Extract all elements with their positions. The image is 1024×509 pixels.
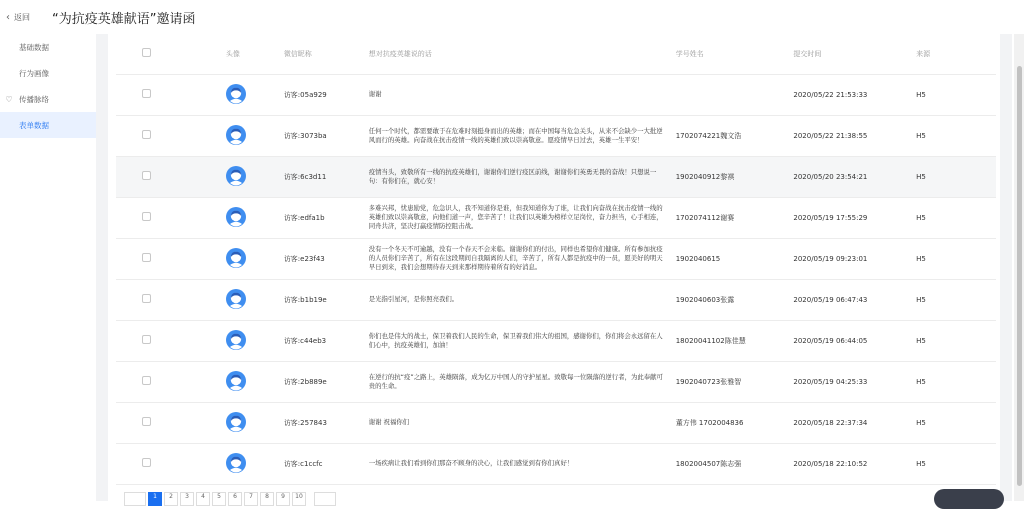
nickname-cell: 访客:2b889e bbox=[284, 361, 369, 402]
floating-help-button[interactable] bbox=[934, 489, 1004, 509]
table-row[interactable] bbox=[116, 156, 996, 197]
student-cell bbox=[676, 74, 794, 115]
column-header-student: 学号姓名 bbox=[676, 34, 794, 74]
avatar-icon bbox=[226, 166, 246, 186]
nickname-cell: 访客:e23f43 bbox=[284, 238, 369, 279]
page-button[interactable]: 4 bbox=[196, 492, 210, 506]
select-all-checkbox[interactable] bbox=[142, 48, 151, 57]
table-row[interactable] bbox=[116, 320, 996, 361]
source-cell: H5 bbox=[916, 279, 996, 320]
time-cell: 2020/05/19 04:25:33 bbox=[793, 361, 916, 402]
student-cell: 1902040603张露 bbox=[676, 279, 794, 320]
student-cell: 1702074112谢赛 bbox=[676, 197, 794, 238]
row-checkbox[interactable] bbox=[142, 458, 151, 467]
page-button[interactable]: 5 bbox=[212, 492, 226, 506]
source-cell: H5 bbox=[916, 443, 996, 484]
top-bar bbox=[0, 0, 1024, 34]
time-cell: 2020/05/18 22:37:34 bbox=[793, 402, 916, 443]
time-cell: 2020/05/19 09:23:01 bbox=[793, 238, 916, 279]
message-cell: 谢谢 祝福你们 bbox=[368, 418, 410, 426]
avatar-icon bbox=[226, 125, 246, 145]
avatar-icon bbox=[226, 84, 246, 104]
nickname-cell: 访客:3073ba bbox=[284, 115, 369, 156]
column-header-nickname: 微信昵称 bbox=[284, 34, 369, 74]
time-cell: 2020/05/18 22:10:52 bbox=[793, 443, 916, 484]
row-checkbox[interactable] bbox=[142, 130, 151, 139]
avatar-icon bbox=[226, 207, 246, 227]
page-button[interactable]: 7 bbox=[244, 492, 258, 506]
avatar-icon bbox=[226, 371, 246, 391]
source-cell: H5 bbox=[916, 115, 996, 156]
table-row[interactable] bbox=[116, 402, 996, 443]
page-button[interactable]: 10 bbox=[292, 492, 306, 506]
sidebar-item-label: 基础数据 bbox=[19, 42, 49, 52]
student-cell: 1802004507陈志强 bbox=[676, 443, 794, 484]
prev-page-button[interactable] bbox=[124, 492, 146, 506]
student-cell: 1902040615 bbox=[676, 238, 794, 279]
data-table bbox=[116, 34, 996, 485]
message-cell: 谢谢 bbox=[368, 90, 382, 98]
table-row[interactable] bbox=[116, 238, 996, 279]
table-row[interactable] bbox=[116, 115, 996, 156]
time-cell: 2020/05/19 06:44:05 bbox=[793, 320, 916, 361]
page-button[interactable]: 9 bbox=[276, 492, 290, 506]
row-checkbox[interactable] bbox=[142, 417, 151, 426]
nickname-cell: 访客:edfa1b bbox=[284, 197, 369, 238]
table-row[interactable] bbox=[116, 361, 996, 402]
source-cell: H5 bbox=[916, 197, 996, 238]
student-cell: 1902040723张雅智 bbox=[676, 361, 794, 402]
back-label: 返回 bbox=[14, 12, 30, 22]
message-cell: 多难兴邦，忧患励党，危急识人，我不知道你是谁，但我知道你为了谁，让我们向奋战在抗击疫情一线的英雄们致以崇高敬意，向他们道一声，您辛苦了！让我们以英雄为榜样立足岗位，奋力担当，心手相连，同舟共济，坚决打赢疫情防控阻击战。 bbox=[368, 204, 663, 230]
heart-icon: ♡ bbox=[5, 94, 13, 104]
table-row[interactable] bbox=[116, 74, 996, 115]
time-cell: 2020/05/19 17:55:29 bbox=[793, 197, 916, 238]
column-header-avatar: 头像 bbox=[200, 34, 284, 74]
sidebar-item-form-data[interactable] bbox=[0, 112, 96, 138]
table-row[interactable] bbox=[116, 443, 996, 484]
chevron-left-icon: ‹ bbox=[6, 11, 10, 23]
page-title: “为抗疫英雄献语”邀请函 bbox=[52, 11, 196, 27]
message-cell: 是光指引星河，是你照亮我们。 bbox=[368, 295, 459, 303]
page-button[interactable]: 2 bbox=[164, 492, 178, 506]
avatar-icon bbox=[226, 330, 246, 350]
nickname-cell: 访客:c44eb3 bbox=[284, 320, 369, 361]
avatar-icon bbox=[226, 289, 246, 309]
student-cell: 1902040912黎祺 bbox=[676, 156, 794, 197]
time-cell: 2020/05/22 21:38:55 bbox=[793, 115, 916, 156]
table-panel bbox=[108, 34, 1000, 501]
message-cell: 没有一个冬天不可逾越，没有一个春天不会来临。谢谢你们的付出，同样也希望你们健康。所有参加抗疫的人员你们辛苦了，所有在这段期间自我隔离的人们，辛苦了，所有人都是抗疫中的一员，愿美好的明天早日到来，我们会想期待春天到来那样期待着所有的好消息。 bbox=[368, 245, 663, 271]
nickname-cell: 访客:6c3d11 bbox=[284, 156, 369, 197]
row-checkbox[interactable] bbox=[142, 294, 151, 303]
sidebar-item-label: 表单数据 bbox=[19, 120, 49, 130]
pagination bbox=[124, 492, 338, 501]
vertical-scrollbar[interactable] bbox=[1014, 34, 1024, 501]
row-checkbox[interactable] bbox=[142, 212, 151, 221]
page-button[interactable]: 6 bbox=[228, 492, 242, 506]
source-cell: H5 bbox=[916, 74, 996, 115]
sidebar-item-label: 传播脉络 bbox=[19, 94, 49, 104]
sidebar-item-label: 行为画像 bbox=[19, 68, 49, 78]
message-cell: 一场疾病让我们看到你们那奋不顾身的决心，让我们感觉到有你们真好！ bbox=[368, 459, 574, 467]
avatar-icon bbox=[226, 412, 246, 432]
avatar-icon bbox=[226, 248, 246, 268]
time-cell: 2020/05/22 21:53:33 bbox=[793, 74, 916, 115]
avatar-icon bbox=[226, 453, 246, 473]
back-button[interactable] bbox=[6, 12, 30, 23]
sidebar-item-behavior-profile[interactable] bbox=[0, 60, 96, 86]
message-cell: 疫情当头，致敬所有一线的抗疫英雄们，谢谢你们逆行疫区前线，谢谢你们英勇无畏的奋战！只想说一句：有你们在，就心安！ bbox=[368, 167, 657, 185]
nickname-cell: 访客:c1ccfc bbox=[284, 443, 369, 484]
sidebar-item-spread[interactable] bbox=[0, 86, 96, 112]
page-button[interactable]: 8 bbox=[260, 492, 274, 506]
content-area bbox=[96, 34, 1012, 501]
table-header-row bbox=[116, 34, 996, 74]
page-button[interactable]: 3 bbox=[180, 492, 194, 506]
page-button[interactable]: 1 bbox=[148, 492, 162, 506]
table-row[interactable] bbox=[116, 279, 996, 320]
row-checkbox[interactable] bbox=[142, 253, 151, 262]
source-cell: H5 bbox=[916, 402, 996, 443]
nickname-cell: 访客:257843 bbox=[284, 402, 369, 443]
source-cell: H5 bbox=[916, 361, 996, 402]
column-header-message: 想对抗疫英雄说的话 bbox=[369, 34, 676, 74]
row-checkbox[interactable] bbox=[142, 376, 151, 385]
sidebar bbox=[0, 34, 96, 501]
message-cell: 在逆行的抗“疫”之路上，英雄陨落，成为亿万中国人的守护星星。致敬每一位陨落的逆行者，为此奉献可贵的生命。 bbox=[368, 372, 663, 390]
scrollbar-thumb[interactable] bbox=[1017, 66, 1022, 486]
student-cell: 1702074221魏文浩 bbox=[676, 115, 794, 156]
source-cell: H5 bbox=[916, 320, 996, 361]
time-cell: 2020/05/20 23:54:21 bbox=[793, 156, 916, 197]
nickname-cell: 访客:05a929 bbox=[284, 74, 369, 115]
sidebar-item-basic-data[interactable] bbox=[0, 34, 96, 60]
row-checkbox[interactable] bbox=[142, 171, 151, 180]
source-cell: H5 bbox=[916, 238, 996, 279]
source-cell: H5 bbox=[916, 156, 996, 197]
row-checkbox[interactable] bbox=[142, 335, 151, 344]
student-cell: 董方伟 1702004836 bbox=[676, 402, 794, 443]
time-cell: 2020/05/19 06:47:43 bbox=[793, 279, 916, 320]
table-row[interactable] bbox=[116, 197, 996, 238]
next-page-button[interactable] bbox=[314, 492, 336, 506]
student-cell: 18020041102陈佳慧 bbox=[676, 320, 794, 361]
message-cell: 你们也是伟大的战士，保卫着我们人民的生命，保卫着我们伟大的祖国，感谢你们，你们将会永远留在人们心中，抗疫英雄们，加油！ bbox=[368, 331, 663, 349]
column-header-time: 提交时间 bbox=[793, 34, 916, 74]
message-cell: 任何一个时代，都需要敢于在危难时刻挺身而出的英雄；而在中国每当危急关头，从来不会缺少一大批逆风而行的英雄。向奋战在抗击疫情一线的英雄们致以崇高敬意。愿疫情早日过去，英雄一生平安！ bbox=[368, 126, 663, 144]
column-header-source: 来源 bbox=[916, 34, 996, 74]
nickname-cell: 访客:b1b19e bbox=[284, 279, 369, 320]
row-checkbox[interactable] bbox=[142, 89, 151, 98]
